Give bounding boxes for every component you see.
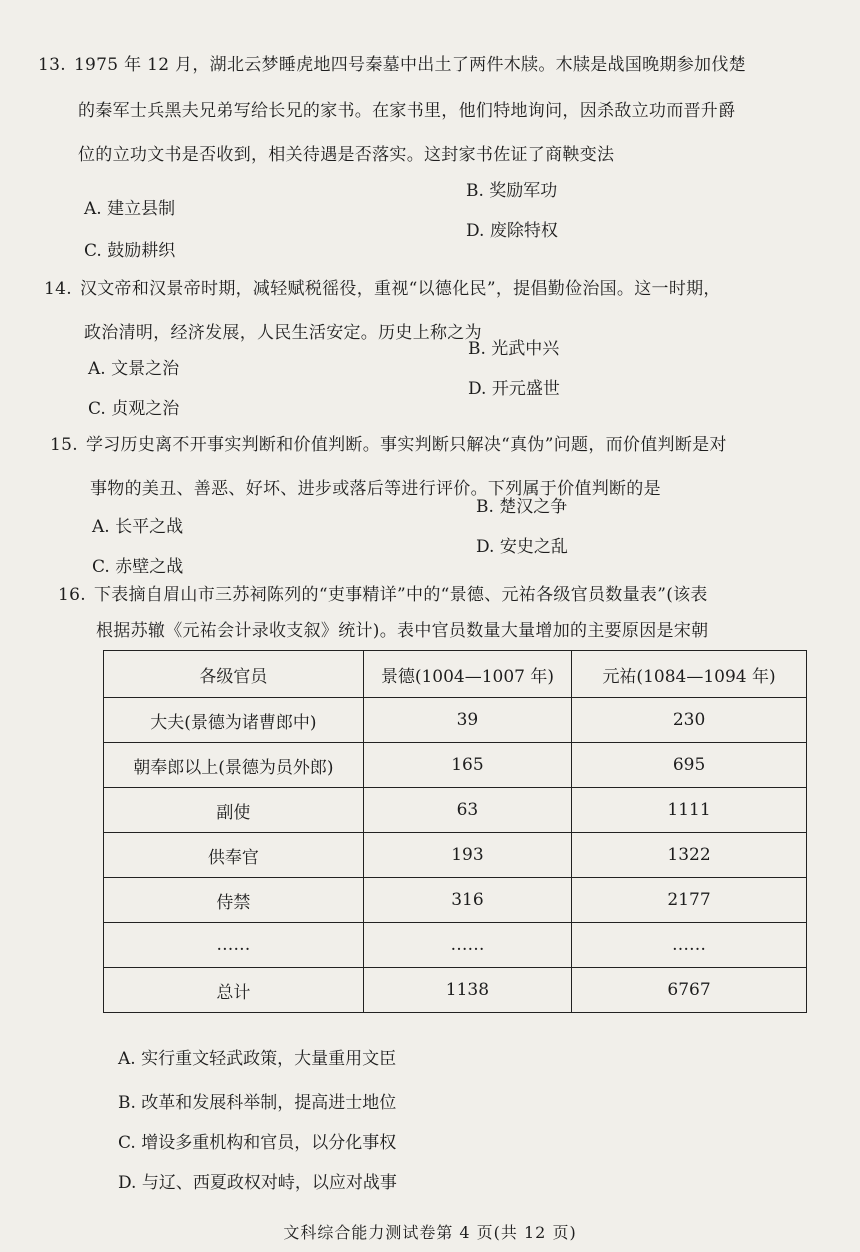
question-14-line-1: 14. 汉文帝和汉景帝时期，减轻赋税徭役，重视“以德化民”，提倡勤俭治国。这一时期，: [44, 279, 721, 299]
question-13-option-a: A. 建立县制: [84, 199, 176, 219]
table-cell: 6767: [572, 968, 807, 1013]
question-15-option-b: B. 楚汉之争: [476, 497, 568, 517]
question-13-number: 13.: [38, 55, 66, 75]
question-16-line-2: 根据苏辙《元祐会计录收支叙》统计)。表中官员数量大量增加的主要原因是宋朝: [96, 621, 709, 641]
table-row: [104, 878, 807, 923]
table-row: [104, 743, 807, 788]
table-header-cell: 景德(1004—1007 年): [363, 651, 571, 698]
page-footer: 文科综合能力测试卷第 4 页(共 12 页): [283, 1223, 577, 1242]
table-cell: ……: [363, 923, 571, 968]
table-cell: 1111: [572, 788, 807, 833]
question-14-option-b: B. 光武中兴: [468, 339, 560, 359]
question-13-option-d: D. 废除特权: [466, 221, 558, 241]
question-13-option-b: B. 奖励军功: [466, 181, 558, 201]
table-cell: 230: [572, 698, 807, 743]
question-13-line-1: 13. 1975 年 12 月，湖北云梦睡虎地四号秦墓中出土了两件木牍。木牍是战国晚期参加伐楚: [38, 55, 746, 75]
table-cell: 695: [572, 743, 807, 788]
table-cell: ……: [572, 923, 807, 968]
table-header-row: [104, 651, 807, 698]
question-16-option-c: C. 增设多重机构和官员，以分化事权: [118, 1133, 397, 1153]
question-14-option-c: C. 贞观之治: [88, 399, 180, 419]
table-row: [104, 923, 807, 968]
question-14-line-2: 政治清明，经济发展，人民生活安定。历史上称之为: [84, 323, 482, 343]
table-row: [104, 833, 807, 878]
question-13-option-c: C. 鼓励耕织: [84, 241, 176, 261]
table-cell: 侍禁: [104, 878, 364, 923]
table-row: [104, 968, 807, 1013]
table-row: [104, 698, 807, 743]
table-cell: 1322: [572, 833, 807, 878]
question-14-option-d: D. 开元盛世: [468, 379, 560, 399]
table-cell: ……: [104, 923, 364, 968]
question-15-option-c: C. 赤壁之战: [92, 557, 184, 577]
table-header-cell: 各级官员: [104, 651, 364, 698]
official-count-table: [103, 650, 807, 1013]
question-15-line-1: 15. 学习历史离不开事实判断和价值判断。事实判断只解决“真伪”问题，而价值判断是对: [50, 435, 727, 455]
table-cell: 2177: [572, 878, 807, 923]
question-13-line-3: 位的立功文书是否收到，相关待遇是否落实。这封家书佐证了商鞅变法: [78, 145, 615, 165]
table-cell: 193: [363, 833, 571, 878]
question-16-option-d: D. 与辽、西夏政权对峙，以应对战事: [118, 1173, 397, 1193]
table-cell: 165: [363, 743, 571, 788]
table-cell: 316: [363, 878, 571, 923]
question-16-option-a: A. 实行重文轻武政策，大量重用文臣: [118, 1049, 397, 1069]
question-15-option-d: D. 安史之乱: [476, 537, 568, 557]
table-cell: 63: [363, 788, 571, 833]
question-16-line-1: 16. 下表摘自眉山市三苏祠陈列的“吏事精详”中的“景德、元祐各级官员数量表”(该表: [58, 585, 708, 605]
table-row: [104, 788, 807, 833]
table-header-cell: 元祐(1084—1094 年): [572, 651, 807, 698]
table-cell: 1138: [363, 968, 571, 1013]
question-16-option-b: B. 改革和发展科举制，提高进士地位: [118, 1093, 397, 1113]
question-14-option-a: A. 文景之治: [88, 359, 180, 379]
table-cell: 朝奉郎以上(景德为员外郎): [104, 743, 364, 788]
table-cell: 39: [363, 698, 571, 743]
question-14-number: 14.: [44, 279, 72, 299]
table-cell: 副使: [104, 788, 364, 833]
table-cell: 供奉官: [104, 833, 364, 878]
table-cell: 总计: [104, 968, 364, 1013]
question-15-number: 15.: [50, 435, 78, 455]
question-16-number: 16.: [58, 585, 86, 605]
table-cell: 大夫(景德为诸曹郎中): [104, 698, 364, 743]
question-13-line-2: 的秦军士兵黑夫兄弟写给长兄的家书。在家书里，他们特地询问，因杀敌立功而晋升爵: [78, 101, 736, 121]
question-15-line-2: 事物的美丑、善恶、好坏、进步或落后等进行评价。下列属于价值判断的是: [90, 479, 661, 499]
question-15-option-a: A. 长平之战: [92, 517, 184, 537]
